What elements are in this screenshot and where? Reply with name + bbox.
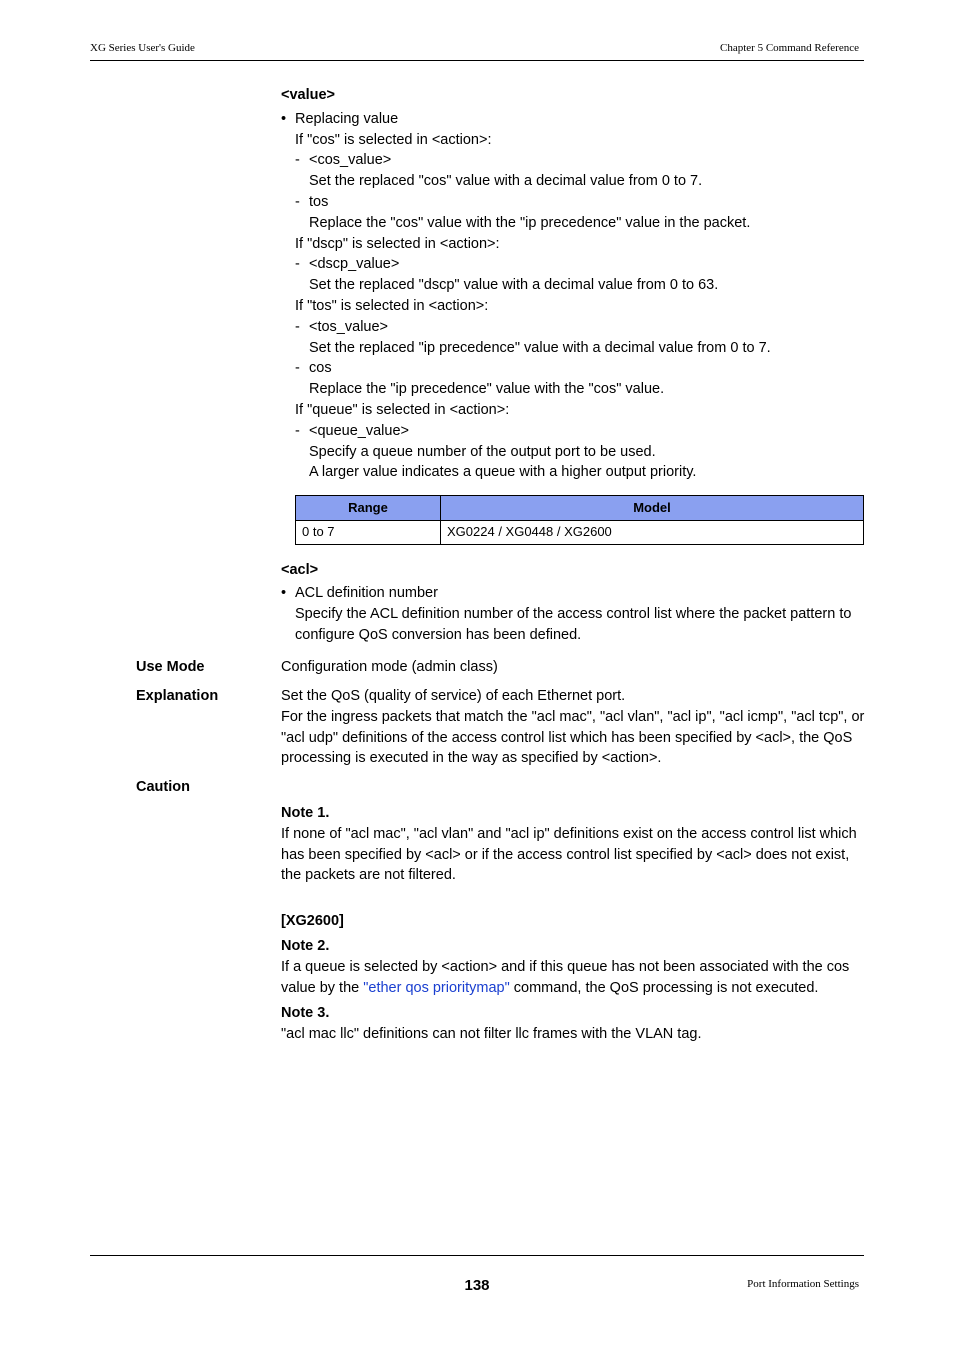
note3-text: "acl mac llc" definitions can not filter llc frames with the VLAN tag.	[281, 1026, 702, 1043]
option-name: <cos_value>	[309, 152, 392, 169]
use-mode-label: Use Mode	[136, 659, 205, 675]
action-condition-line: If "queue" is selected in <action>:	[295, 401, 510, 418]
note2-text-post: command, the QoS processing is not executed.	[509, 979, 819, 996]
option-item	[281, 150, 866, 171]
dash-marker: -	[295, 193, 300, 210]
option-description: Set the replaced "ip precedence" value with a decimal value from 0 to 7.	[309, 339, 771, 356]
option-item	[281, 192, 866, 213]
option-item	[281, 317, 866, 338]
dash-marker: -	[295, 422, 300, 439]
dash-marker: -	[295, 256, 300, 273]
header-guide-title: XG Series User's Guide	[90, 42, 195, 54]
note2-text-pre: If a queue is selected by <action> and if this queue has not been associated with the cos value by the	[281, 958, 850, 996]
dash-marker: -	[295, 318, 300, 335]
option-description: Specify a queue number of the output port to be used.	[309, 443, 656, 460]
range-table	[295, 495, 864, 545]
explanation-line: Set the QoS (quality of service) of each Ethernet port.	[281, 688, 626, 704]
use-mode-text: Configuration mode (admin class)	[281, 659, 498, 675]
acl-bullet-text: ACL definition number	[295, 584, 438, 601]
model-tag: [XG2600]	[281, 913, 344, 930]
use-mode-block	[281, 657, 866, 678]
range-cell: 0 to 7	[296, 521, 441, 545]
dash-marker: -	[295, 360, 300, 377]
note1-text: If none of "acl mac", "acl vlan" and "acl ip" definitions exist on the access control list which has been specified by <acl> or if the access control list specified by <acl> does not exist, the packets are not filtered.	[281, 825, 857, 884]
option-description: Replace the "ip precedence" value with the "cos" value.	[309, 381, 665, 398]
note3-title: Note 3.	[281, 1005, 330, 1022]
footer-rule	[90, 1255, 864, 1256]
option-description: A larger value indicates a queue with a higher output priority.	[309, 464, 697, 481]
option-name: <dscp_value>	[309, 256, 400, 273]
footer-section-title: Port Information Settings	[747, 1278, 859, 1290]
value-bullet-item	[281, 109, 866, 130]
range-table-header-range: Range	[296, 496, 441, 521]
option-description: Set the replaced "cos" value with a decimal value from 0 to 7.	[309, 173, 703, 190]
acl-description: Specify the ACL definition number of the access control list where the packet pattern to configure QoS conversion has been defined.	[295, 605, 852, 643]
main-content	[281, 85, 866, 645]
option-item	[281, 254, 866, 275]
action-condition-line: If "tos" is selected in <action>:	[295, 297, 489, 314]
header-rule	[90, 60, 864, 61]
value-bullet-text: Replacing value	[295, 110, 399, 127]
option-description: Set the replaced "dscp" value with a decimal value from 0 to 63.	[309, 277, 719, 294]
note2-title: Note 2.	[281, 937, 330, 954]
caution-block	[281, 803, 866, 1045]
note1-title: Note 1.	[281, 805, 330, 821]
note2-text	[281, 957, 866, 999]
dash-marker: -	[295, 152, 300, 169]
option-name: <queue_value>	[309, 422, 409, 439]
table-row	[296, 521, 864, 545]
option-item	[281, 358, 866, 379]
value-options-list	[281, 130, 866, 484]
option-item	[281, 421, 866, 442]
model-cell: XG0224 / XG0448 / XG2600	[441, 521, 864, 545]
acl-heading: <acl>	[281, 562, 319, 579]
caution-label: Caution	[136, 779, 190, 795]
option-name: tos	[309, 193, 329, 210]
action-condition-line: If "cos" is selected in <action>:	[295, 131, 492, 148]
option-description: Replace the "cos" value with the "ip precedence" value in the packet.	[309, 214, 751, 231]
bullet-dot: •	[281, 584, 287, 601]
option-name: <tos_value>	[309, 318, 389, 335]
acl-bullet-item	[281, 583, 866, 604]
bullet-dot: •	[281, 110, 287, 127]
ether-qos-prioritymap-link[interactable]: "ether qos prioritymap"	[363, 979, 510, 996]
action-condition-line: If "dscp" is selected in <action>:	[295, 235, 500, 252]
explanation-block	[281, 686, 866, 769]
explanation-label: Explanation	[136, 688, 219, 704]
page-number: 138	[464, 1277, 490, 1294]
range-table-header-model: Model	[441, 496, 864, 521]
explanation-paragraph: For the ingress packets that match the "acl mac", "acl vlan", "acl ip", "acl icmp", "acl tcp", or "acl udp" definitions of the access control list which has been specified by <acl>, the QoS processing is executed in the way as specified by <action>.	[281, 708, 865, 767]
option-name: cos	[309, 360, 332, 377]
value-heading: <value>	[281, 87, 336, 103]
range-table-header-row	[296, 496, 864, 521]
header-chapter-title: Chapter 5 Command Reference	[720, 42, 859, 54]
